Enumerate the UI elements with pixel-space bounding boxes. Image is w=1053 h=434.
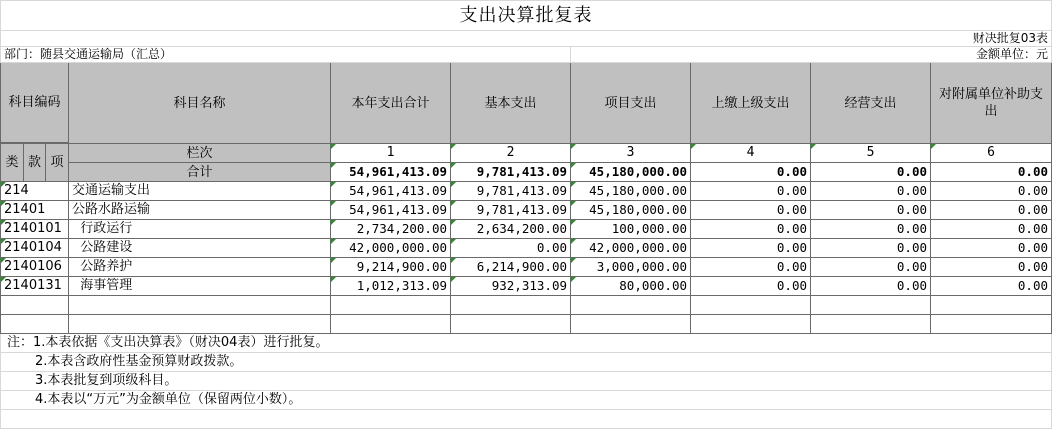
row-value[interactable]: 0.00 bbox=[811, 277, 931, 296]
header-business: 经营支出 bbox=[811, 63, 931, 144]
row-value[interactable]: 0.00 bbox=[691, 239, 811, 258]
col-index: 3 bbox=[571, 144, 691, 163]
table-row bbox=[1, 182, 1052, 201]
empty-cell[interactable] bbox=[931, 296, 1052, 315]
row-value[interactable]: 0.00 bbox=[811, 239, 931, 258]
row-value[interactable]: 42,000,000.00 bbox=[331, 239, 451, 258]
header-lei: 类 bbox=[1, 144, 24, 182]
header-subsidy: 对附属单位补助支出 bbox=[931, 63, 1052, 144]
row-value[interactable]: 54,961,413.09 bbox=[331, 182, 451, 201]
row-value[interactable]: 0.00 bbox=[691, 258, 811, 277]
header-xiang: 项 bbox=[46, 144, 69, 182]
row-name[interactable]: 行政运行 bbox=[69, 220, 331, 239]
empty-row[interactable] bbox=[1, 410, 1052, 429]
row-value[interactable]: 0.00 bbox=[691, 220, 811, 239]
sum-cell[interactable]: 0.00 bbox=[811, 163, 931, 182]
row-value[interactable]: 0.00 bbox=[931, 258, 1052, 277]
sum-label: 合计 bbox=[69, 163, 331, 182]
empty-cell[interactable] bbox=[331, 296, 451, 315]
note-line: 4.本表以“万元”为金额单位（保留两位小数）。 bbox=[1, 391, 1052, 410]
row-code[interactable]: 21401 bbox=[1, 201, 69, 220]
table-row bbox=[1, 277, 1052, 296]
empty-cell[interactable] bbox=[691, 296, 811, 315]
note-line: 2.本表含政府性基金预算财政拨款。 bbox=[1, 353, 1052, 372]
row-value[interactable]: 45,180,000.00 bbox=[571, 182, 691, 201]
unit-label: 金额单位：元 bbox=[571, 47, 1052, 63]
sum-cell[interactable]: 54,961,413.09 bbox=[331, 163, 451, 182]
row-value[interactable]: 0.00 bbox=[691, 182, 811, 201]
row-value[interactable]: 0.00 bbox=[811, 182, 931, 201]
row-value[interactable]: 54,961,413.09 bbox=[331, 201, 451, 220]
row-name[interactable]: 公路建设 bbox=[69, 239, 331, 258]
table-row bbox=[1, 201, 1052, 220]
row-value[interactable]: 0.00 bbox=[691, 201, 811, 220]
row-value[interactable]: 1,012,313.09 bbox=[331, 277, 451, 296]
empty-cell[interactable] bbox=[1, 296, 69, 315]
row-name[interactable]: 海事管理 bbox=[69, 277, 331, 296]
row-code[interactable]: 2140106 bbox=[1, 258, 69, 277]
row-value[interactable]: 0.00 bbox=[931, 182, 1052, 201]
col-index: 5 bbox=[811, 144, 931, 163]
row-value[interactable]: 0.00 bbox=[811, 258, 931, 277]
header-code: 科目编码 bbox=[1, 63, 69, 143]
row-code[interactable]: 2140131 bbox=[1, 277, 69, 296]
row-value[interactable]: 0.00 bbox=[931, 239, 1052, 258]
empty-cell[interactable] bbox=[331, 315, 451, 334]
header-total: 本年支出合计 bbox=[331, 63, 451, 144]
sum-cell[interactable]: 45,180,000.00 bbox=[571, 163, 691, 182]
row-code[interactable]: 214 bbox=[1, 182, 69, 201]
page-title: 支出决算批复表 bbox=[1, 1, 1052, 31]
row-value[interactable]: 6,214,900.00 bbox=[451, 258, 571, 277]
row-value[interactable]: 2,634,200.00 bbox=[451, 220, 571, 239]
col-index-label: 栏次 bbox=[69, 144, 331, 163]
row-value[interactable]: 932,313.09 bbox=[451, 277, 571, 296]
row-name[interactable]: 公路水路运输 bbox=[69, 201, 331, 220]
department-label: 部门：随县交通运输局（汇总） bbox=[1, 47, 571, 63]
empty-row bbox=[1, 296, 1052, 315]
table-row bbox=[1, 220, 1052, 239]
row-name[interactable]: 交通运输支出 bbox=[69, 182, 331, 201]
col-index: 2 bbox=[451, 144, 571, 163]
table-id: 财决批复03表 bbox=[1, 31, 1052, 47]
empty-cell[interactable] bbox=[691, 315, 811, 334]
row-value[interactable]: 0.00 bbox=[931, 277, 1052, 296]
row-value[interactable]: 9,214,900.00 bbox=[331, 258, 451, 277]
sum-cell[interactable]: 9,781,413.09 bbox=[451, 163, 571, 182]
empty-cell[interactable] bbox=[811, 315, 931, 334]
empty-cell[interactable] bbox=[69, 315, 331, 334]
empty-cell[interactable] bbox=[451, 296, 571, 315]
row-value[interactable]: 80,000.00 bbox=[571, 277, 691, 296]
table-row bbox=[1, 258, 1052, 277]
row-value[interactable]: 0.00 bbox=[691, 277, 811, 296]
empty-cell[interactable] bbox=[69, 296, 331, 315]
row-code[interactable]: 2140101 bbox=[1, 220, 69, 239]
row-value[interactable]: 0.00 bbox=[811, 201, 931, 220]
row-value[interactable]: 0.00 bbox=[931, 220, 1052, 239]
row-value[interactable]: 42,000,000.00 bbox=[571, 239, 691, 258]
row-value[interactable]: 0.00 bbox=[931, 201, 1052, 220]
col-index: 4 bbox=[691, 144, 811, 163]
empty-cell[interactable] bbox=[931, 315, 1052, 334]
row-value[interactable]: 9,781,413.09 bbox=[451, 201, 571, 220]
empty-cell[interactable] bbox=[451, 315, 571, 334]
row-value[interactable]: 2,734,200.00 bbox=[331, 220, 451, 239]
note-line: 注：1.本表依据《支出决算表》（财决04表）进行批复。 bbox=[1, 334, 1052, 353]
empty-cell[interactable] bbox=[571, 296, 691, 315]
col-index: 1 bbox=[331, 144, 451, 163]
note-line: 3.本表批复到项级科目。 bbox=[1, 372, 1052, 391]
header-name: 科目名称 bbox=[69, 63, 331, 144]
sum-cell[interactable]: 0.00 bbox=[691, 163, 811, 182]
row-value[interactable]: 45,180,000.00 bbox=[571, 201, 691, 220]
empty-cell[interactable] bbox=[571, 315, 691, 334]
row-value[interactable]: 0.00 bbox=[451, 239, 571, 258]
row-name[interactable]: 公路养护 bbox=[69, 258, 331, 277]
row-code[interactable]: 2140104 bbox=[1, 239, 69, 258]
row-value[interactable]: 0.00 bbox=[811, 220, 931, 239]
header-upper: 上缴上级支出 bbox=[691, 63, 811, 144]
empty-row bbox=[1, 315, 1052, 334]
col-index: 6 bbox=[931, 144, 1052, 163]
row-value[interactable]: 9,781,413.09 bbox=[451, 182, 571, 201]
empty-cell[interactable] bbox=[811, 296, 931, 315]
row-value[interactable]: 3,000,000.00 bbox=[571, 258, 691, 277]
header-basic: 基本支出 bbox=[451, 63, 571, 144]
row-value[interactable]: 100,000.00 bbox=[571, 220, 691, 239]
header-project: 项目支出 bbox=[571, 63, 691, 144]
sum-cell[interactable]: 0.00 bbox=[931, 163, 1052, 182]
table-row bbox=[1, 239, 1052, 258]
header-kuan: 款 bbox=[24, 144, 46, 182]
empty-cell[interactable] bbox=[1, 315, 69, 334]
